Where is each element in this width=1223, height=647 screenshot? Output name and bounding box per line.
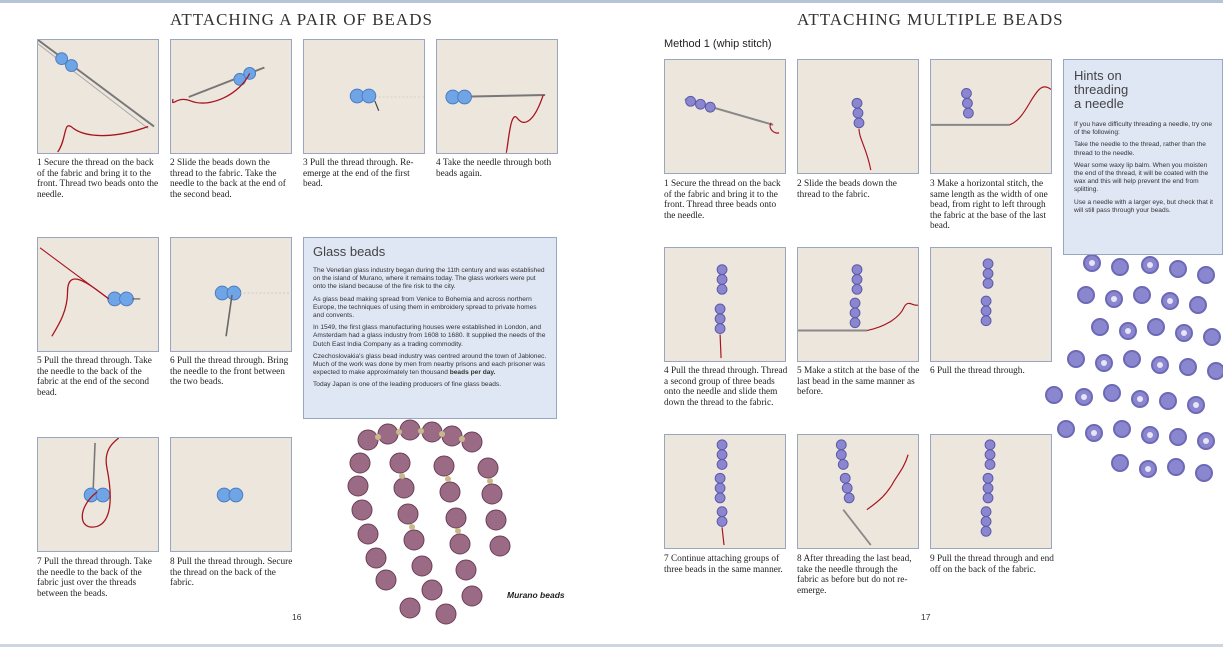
step-text: Pull the thread through. Bring the needle to the front between the two beads.: [170, 356, 289, 388]
step-5-illustration: [38, 238, 158, 351]
step-photo-2: [170, 39, 292, 154]
step-caption-1: [37, 158, 161, 200]
multi-step-2-illustration: [798, 60, 918, 173]
step-text: Make a horizontal stitch, the same length as the width of one bead, from right to left through the fabric at the base of the last bead.: [930, 179, 1048, 232]
glass-beads-paragraph: Today Japan is one of the leading producers of fine glass beads.: [313, 381, 502, 389]
step-number: 1: [37, 158, 42, 168]
step-text: After threading the last bead, take the needle through the fabric as before but do not re-emerge.: [797, 554, 912, 596]
step-number: 5: [37, 356, 42, 366]
glass-beads-heading: Glass beads: [313, 244, 386, 259]
step-number: 5: [797, 366, 802, 376]
glass-beads-paragraph: The Venetian glass industry began during the 11th century and was established on the island of Murano, where it remains today. The glass workers were put onto the island because of the fire risk to the city.: [313, 267, 545, 291]
multi-step-1-illustration: [665, 60, 785, 173]
multi-step-8-illustration: [798, 435, 918, 548]
step-6-illustration: [171, 238, 291, 351]
glass-beads-bold-text: beads per day.: [449, 369, 496, 377]
glass-beads-paragraph: In 1549, the first glass manufacturing houses were established in London, and Amsterdam had a glass industry from 1608 to 1680. It supplied the needs of the Dutch East India Company as a trading commodity.: [313, 324, 546, 348]
multi-step-6-illustration: [931, 248, 1051, 361]
step-text: Pull the thread through. Take the needle to the back of the fabric at the end of the second bead.: [37, 356, 152, 398]
hints-info-box: [1063, 59, 1223, 255]
step-text: Pull the thread through.: [936, 366, 1025, 376]
step-text: Take the needle through both beads again.: [436, 158, 552, 179]
multi-step-photo-3: [930, 59, 1052, 174]
step-photo-5: [37, 237, 159, 352]
step-1-illustration: [38, 40, 158, 153]
step-photo-3: [303, 39, 425, 154]
right-page-title: ATTACHING MULTIPLE BEADS: [797, 10, 1064, 29]
step-number: 7: [37, 557, 42, 567]
step-number: 7: [664, 554, 669, 564]
multi-step-caption-7: [664, 554, 788, 575]
step-photo-8: [170, 437, 292, 552]
step-2-illustration: [171, 40, 291, 153]
step-photo-7: [37, 437, 159, 552]
multi-step-photo-1: [664, 59, 786, 174]
seed-beads-illustration: [1040, 255, 1223, 485]
step-number: 9: [930, 554, 935, 564]
step-3-illustration: [304, 40, 424, 153]
step-text: Pull the thread through. Take the needle to the back of the fabric just over the threads between the beads.: [37, 557, 152, 599]
multi-step-caption-8: [797, 554, 921, 596]
multi-step-photo-5: [797, 247, 919, 362]
multi-step-caption-6: [930, 366, 1054, 377]
glass-beads-paragraph: [313, 353, 548, 378]
step-number: 2: [797, 179, 802, 189]
step-caption-2: [170, 158, 294, 200]
step-text: Pull the thread through. Re-emerge at the end of the first bead.: [303, 158, 414, 190]
glass-beads-text: Czechoslovakia's glass bead industry was centred around the town of Jablonec. Much of the work was done by men from nearby prisons and each prisoner was expected to make approximately ten thousand: [313, 352, 547, 377]
right-page-number: 17: [921, 612, 931, 622]
step-number: 4: [436, 158, 441, 168]
step-number: 3: [303, 158, 308, 168]
seed-beads-image: [1040, 255, 1223, 485]
step-text: Pull the thread through. Secure the thread on the back of the fabric.: [170, 557, 293, 589]
multi-step-9-illustration: [931, 435, 1051, 548]
step-number: 4: [664, 366, 669, 376]
step-text: Secure the thread on the back of the fabric and bring it to the front. Thread two beads onto the needle.: [37, 158, 159, 200]
step-number: 1: [664, 179, 669, 189]
glass-beads-paragraph: As glass bead making spread from Venice to Bohemia and across northern Europe, the techniques of using them in embroidery spread to private homes and convents.: [313, 295, 537, 320]
step-number: 6: [170, 356, 175, 366]
multi-step-3-illustration: [931, 60, 1051, 173]
step-7-illustration: [38, 438, 158, 551]
step-text: Secure the thread on the back of the fabric and bring it to the front. Thread three beads onto the needle.: [664, 179, 781, 221]
step-number: 3: [930, 179, 935, 189]
multi-step-caption-4: [664, 366, 788, 408]
hints-heading-line: Hints on: [1074, 68, 1122, 83]
multi-step-photo-9: [930, 434, 1052, 549]
multi-step-caption-5: [797, 366, 921, 398]
left-page-number: 16: [292, 612, 302, 622]
step-number: 2: [170, 158, 175, 168]
left-page-title: ATTACHING A PAIR OF BEADS: [170, 10, 433, 29]
hints-paragraph: If you have difficulty threading a needle, try one of the following:: [1074, 121, 1213, 137]
hints-paragraph: Take the needle to the thread, rather than the thread to the needle.: [1074, 141, 1206, 157]
hints-heading-line: a needle: [1074, 96, 1124, 111]
step-photo-1: [37, 39, 159, 154]
hints-heading: [1074, 69, 1214, 111]
step-number: 8: [170, 557, 175, 567]
step-text: Make a stitch at the base of the last bead in the same manner as before.: [797, 366, 920, 398]
hints-paragraph: Use a needle with a larger eye, but check that it will still pass through your beads.: [1074, 198, 1213, 214]
step-photo-6: [170, 237, 292, 352]
multi-step-photo-6: [930, 247, 1052, 362]
step-text: Slide the beads down the thread to the fabric. Take the needle to the back at the end of the second bead.: [170, 158, 286, 200]
multi-step-caption-2: [797, 179, 921, 200]
multi-step-caption-1: [664, 179, 788, 221]
hints-heading-line: threading: [1074, 82, 1129, 97]
multi-step-photo-8: [797, 434, 919, 549]
multi-step-caption-9: [930, 554, 1054, 575]
top-rule: [0, 0, 1223, 3]
multi-step-photo-7: [664, 434, 786, 549]
multi-step-photo-4: [664, 247, 786, 362]
step-text: Continue attaching groups of three beads in the same manner.: [664, 554, 783, 575]
step-caption-6: [170, 356, 294, 388]
step-caption-5: [37, 356, 161, 398]
multi-step-photo-2: [797, 59, 919, 174]
step-number: 6: [930, 366, 935, 376]
multi-step-caption-3: [930, 179, 1054, 232]
multi-step-5-illustration: [798, 248, 918, 361]
hints-paragraph: Wear some waxy lip balm. When you moisten the end of the thread, it will be coated with the wax and this will help prevent the end from splitting.: [1074, 161, 1209, 194]
step-4-illustration: [437, 40, 557, 153]
step-caption-3: [303, 158, 427, 190]
step-caption-8: [170, 557, 294, 589]
step-text: Slide the beads down the thread to the fabric.: [797, 179, 897, 200]
step-text: Pull the thread through. Thread a second group of three beads onto the needle and slide them down the thread to the fabric.: [664, 366, 788, 408]
method-subheading: Method 1 (whip stitch): [664, 38, 772, 50]
multi-step-7-illustration: [665, 435, 785, 548]
step-text: Pull the thread through and end off on the back of the fabric.: [930, 554, 1054, 575]
multi-step-4-illustration: [665, 248, 785, 361]
step-caption-4: [436, 158, 560, 179]
murano-beads-credit: Murano beads: [507, 590, 565, 600]
step-8-illustration: [171, 438, 291, 551]
step-photo-4: [436, 39, 558, 154]
glass-beads-info-box: [303, 237, 557, 419]
step-number: 8: [797, 554, 802, 564]
step-caption-7: [37, 557, 161, 599]
